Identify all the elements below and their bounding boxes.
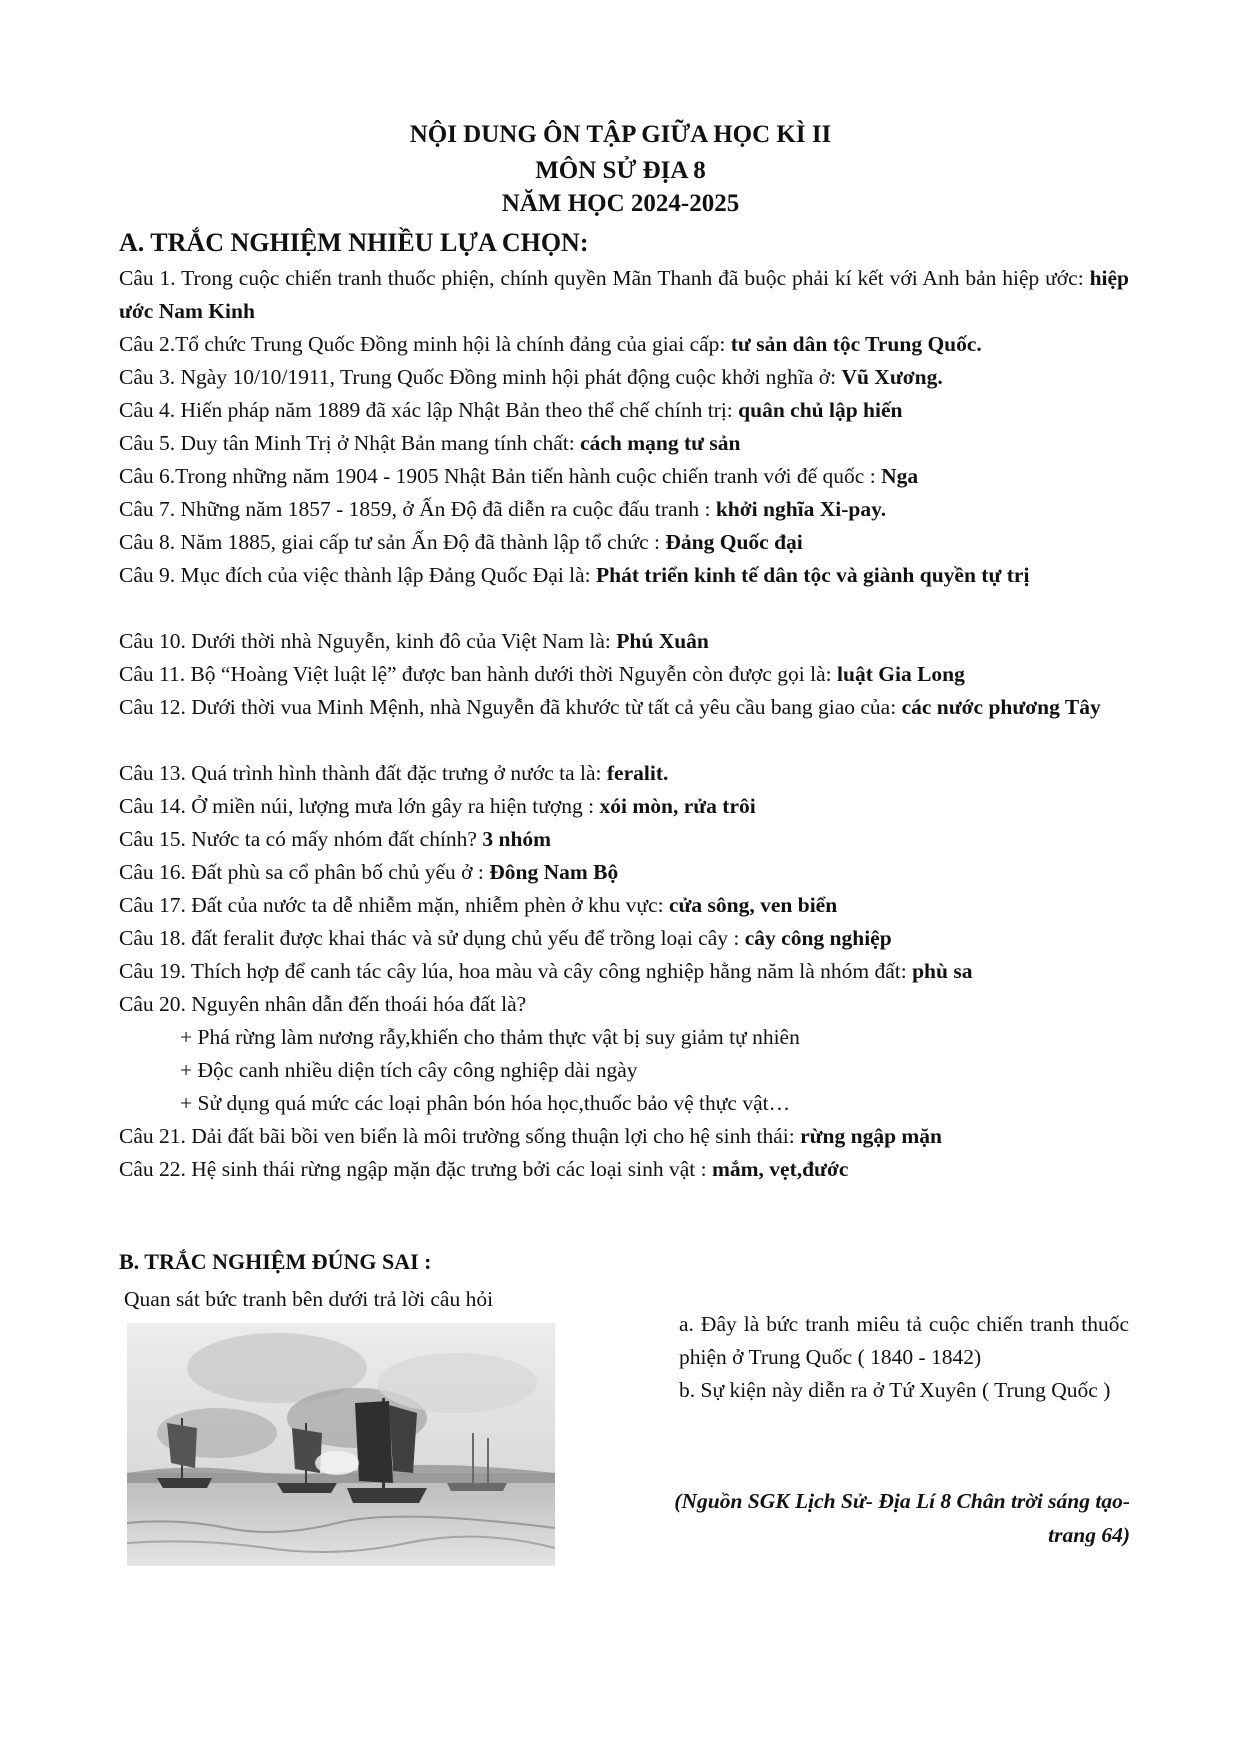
statement-a: a. Đây là bức tranh miêu tả cuộc chiến tranh thuốc phiện ở Trung Quốc ( 1840 - 1842) <box>679 1312 1129 1369</box>
section-a-title: A. TRẮC NGHIỆM NHIỀU LỰA CHỌN: <box>119 228 589 257</box>
question-14: Câu 14. Ở miền núi, lượng mưa lớn gây ra hiện tượng : xói mòn, rửa trôi <box>119 794 756 818</box>
question-17: Câu 17. Đất của nước ta dễ nhiễm mặn, nhiễm phèn ở khu vực: cửa sông, ven biển <box>119 893 838 917</box>
question-20-point-2: + Độc canh nhiều diện tích cây công nghiệp dài ngày <box>180 1058 638 1082</box>
question-20-point-3: + Sử dụng quá mức các loại phân bón hóa học,thuốc bảo vệ thực vật… <box>180 1091 791 1115</box>
question-10: Câu 10. Dưới thời nhà Nguyễn, kinh đô của Việt Nam là: Phú Xuân <box>119 629 709 653</box>
question-9: Câu 9. Mục đích của việc thành lập Đảng Quốc Đại là: Phát triển kinh tế dân tộc và giành quyền tự trị <box>119 563 1030 587</box>
section-b-intro: Quan sát bức tranh bên dưới trả lời câu hỏi <box>124 1287 494 1311</box>
question-21: Câu 21. Dải đất bãi bồi ven biển là môi trường sống thuận lợi cho hệ sinh thái: rừng ngập mặn <box>119 1124 943 1148</box>
question-6: Câu 6.Trong những năm 1904 - 1905 Nhật Bản tiến hành cuộc chiến tranh với đế quốc : Nga <box>119 464 919 488</box>
question-18: Câu 18. đất feralit được khai thác và sử dụng chủ yếu để trồng loại cây : cây công nghiệp <box>119 926 892 950</box>
question-1: Câu 1. Trong cuộc chiến tranh thuốc phiện, chính quyền Mãn Thanh đã buộc phải kí kết với Anh bản hiệp ước: hiệp ước Nam Kinh <box>119 266 1129 323</box>
question-8: Câu 8. Năm 1885, giai cấp tư sản Ấn Độ đã thành lập tổ chức : Đảng Quốc đại <box>119 530 803 554</box>
question-7: Câu 7. Những năm 1857 - 1859, ở Ấn Độ đã diễn ra cuộc đấu tranh : khởi nghĩa Xi-pay. <box>119 497 887 521</box>
opium-war-painting <box>127 1323 555 1566</box>
question-11: Câu 11. Bộ “Hoàng Việt luật lệ” được ban hành dưới thời Nguyễn còn được gọi là: luật Gia Long <box>119 662 965 686</box>
statement-b: b. Sự kiện này diễn ra ở Tứ Xuyên ( Trung Quốc ) <box>679 1378 1111 1402</box>
section-b-title: B. TRẮC NGHIỆM ĐÚNG SAI : <box>119 1249 432 1274</box>
question-16: Câu 16. Đất phù sa cổ phân bố chủ yếu ở : Đông Nam Bộ <box>119 860 619 884</box>
question-13: Câu 13. Quá trình hình thành đất đặc trưng ở nước ta là: feralit. <box>119 761 669 785</box>
title-line-1: NỘI DUNG ÔN TẬP GIỮA HỌC KÌ II <box>409 121 832 148</box>
title-line-2: MÔN SỬ ĐỊA 8 <box>535 157 706 184</box>
question-20: Câu 20. Nguyên nhân dẫn đến thoái hóa đất là? <box>119 992 527 1016</box>
question-5: Câu 5. Duy tân Minh Trị ở Nhật Bản mang tính chất: cách mạng tư sản <box>119 431 741 455</box>
question-20-point-1: + Phá rừng làm nương rẫy,khiến cho thảm thực vật bị suy giảm tự nhiên <box>180 1025 800 1049</box>
question-15: Câu 15. Nước ta có mấy nhóm đất chính? 3 nhóm <box>119 827 552 851</box>
question-4: Câu 4. Hiến pháp năm 1889 đã xác lập Nhật Bản theo thể chế chính trị: quân chủ lập hiến <box>119 398 903 422</box>
question-3: Câu 3. Ngày 10/10/1911, Trung Quốc Đồng minh hội phát động cuộc khởi nghĩa ở: Vũ Xương. <box>119 365 943 389</box>
question-22: Câu 22. Hệ sinh thái rừng ngập mặn đặc trưng bởi các loại sinh vật : mắm, vẹt,đước <box>119 1157 849 1181</box>
question-12: Câu 12. Dưới thời vua Minh Mệnh, nhà Nguyễn đã khước từ tất cả yêu cầu bang giao của: các nước phương Tây <box>119 695 1101 719</box>
title-line-3: NĂM HỌC 2024-2025 <box>501 190 740 217</box>
image-source-caption: (Nguồn SGK Lịch Sử- Địa Lí 8 Chân trời sáng tạo- trang 64) <box>674 1489 1130 1547</box>
question-19: Câu 19. Thích hợp để canh tác cây lúa, hoa màu và cây công nghiệp hằng năm là nhóm đất: phù sa <box>119 959 973 983</box>
question-2: Câu 2.Tổ chức Trung Quốc Đồng minh hội là chính đảng của giai cấp: tư sản dân tộc Trung Quốc. <box>119 332 982 356</box>
